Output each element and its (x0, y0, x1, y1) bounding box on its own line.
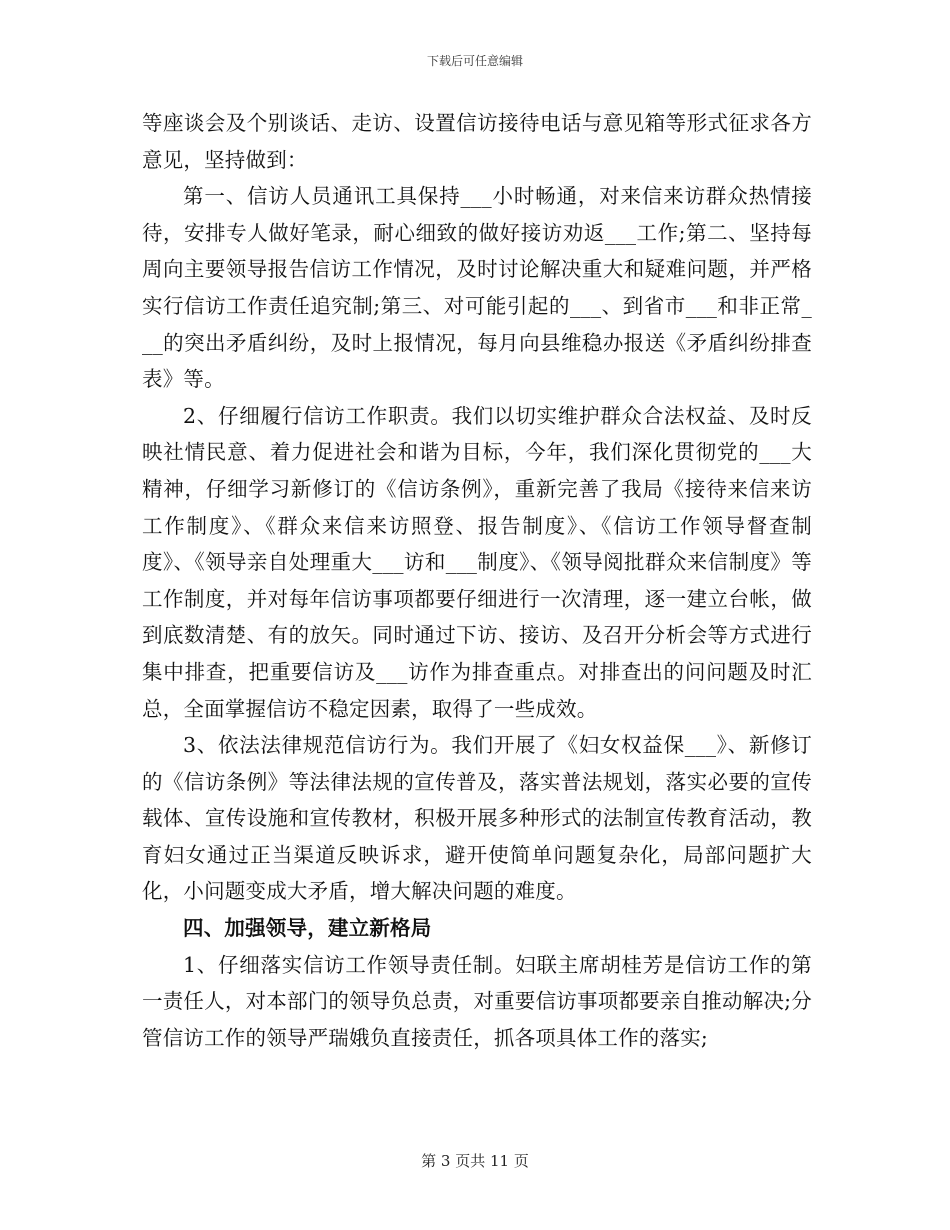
page-number: 第 3 页共 11 页 (421, 1152, 529, 1170)
paragraph-item-1: 1、仔细落实信访工作领导责任制。妇联主席胡桂芳是信访工作的第一责任人，对本部门的领导负总责，对重要信访事项都要亲自推动解决;分管信访工作的领导严瑞娥负直接责任，抓各项具体工作的落实; (142, 952, 812, 1050)
page-header: 下载后可任意编辑 (426, 54, 523, 68)
paragraph-item-2: 2、仔细履行信访工作职责。我们以切实维护群众合法权益、及时反映社情民意、着力促进社会和谐为目标，今年，我们深化贯彻党的___大精神，仔细学习新修订的《信访条例》，重新完善了我局《接待来信来访工作制度》、《群众来信来访照登、报告制度》、《信访工作领导督查制度》、《领导亲自处理重大___访和___制度》、《领导阅批群众来信制度》等工作制度，并对每年信访事项都要仔细进行一次清理，逐一建立台帐，做到底数清楚、有的放矢。同时通过下访、接访、及召开分析会等方式进行集中排查，把重要信访及___访作为排查重点。对排查出的问问题及时汇总，全面掌握信访不稳定因素，取得了一些成效。 (142, 403, 812, 721)
paragraph-first-points: 第一、信访人员通讯工具保持___小时畅通，对来信来访群众热情接待，安排专人做好笔录，耐心细致的做好接访劝返___工作;第二、坚持每周向主要领导报告信访工作情况，及时讨论解决重大和疑难问题，并严格实行信访工作责任追究制;第三、对可能引起的___、到省市___和非正常___的突出矛盾纠纷，及时上报情况，每月向县维稳办报送《矛盾纠纷排查表》等。 (142, 184, 812, 392)
paragraph-item-3: 3、依法法律规范信访行为。我们开展了《妇女权益保___》、新修订的《信访条例》等法律法规的宣传普及，落实普法规划，落实必要的宣传载体、宣传设施和宣传教材，积极开展多种形式的法制宣传教育活动，教育妇女通过正当渠道反映诉求，避开使简单问题复杂化，局部问题扩大化，小问题变成大矛盾，增大解决问题的难度。 (142, 733, 812, 904)
document-body (142, 105, 812, 1056)
section-heading: 四、加强领导，建立新格局 (183, 916, 432, 941)
paragraph-continuation: 等座谈会及个别谈话、走访、设置信访接待电话与意见箱等形式征求各方意见，坚持做到： (142, 111, 812, 172)
